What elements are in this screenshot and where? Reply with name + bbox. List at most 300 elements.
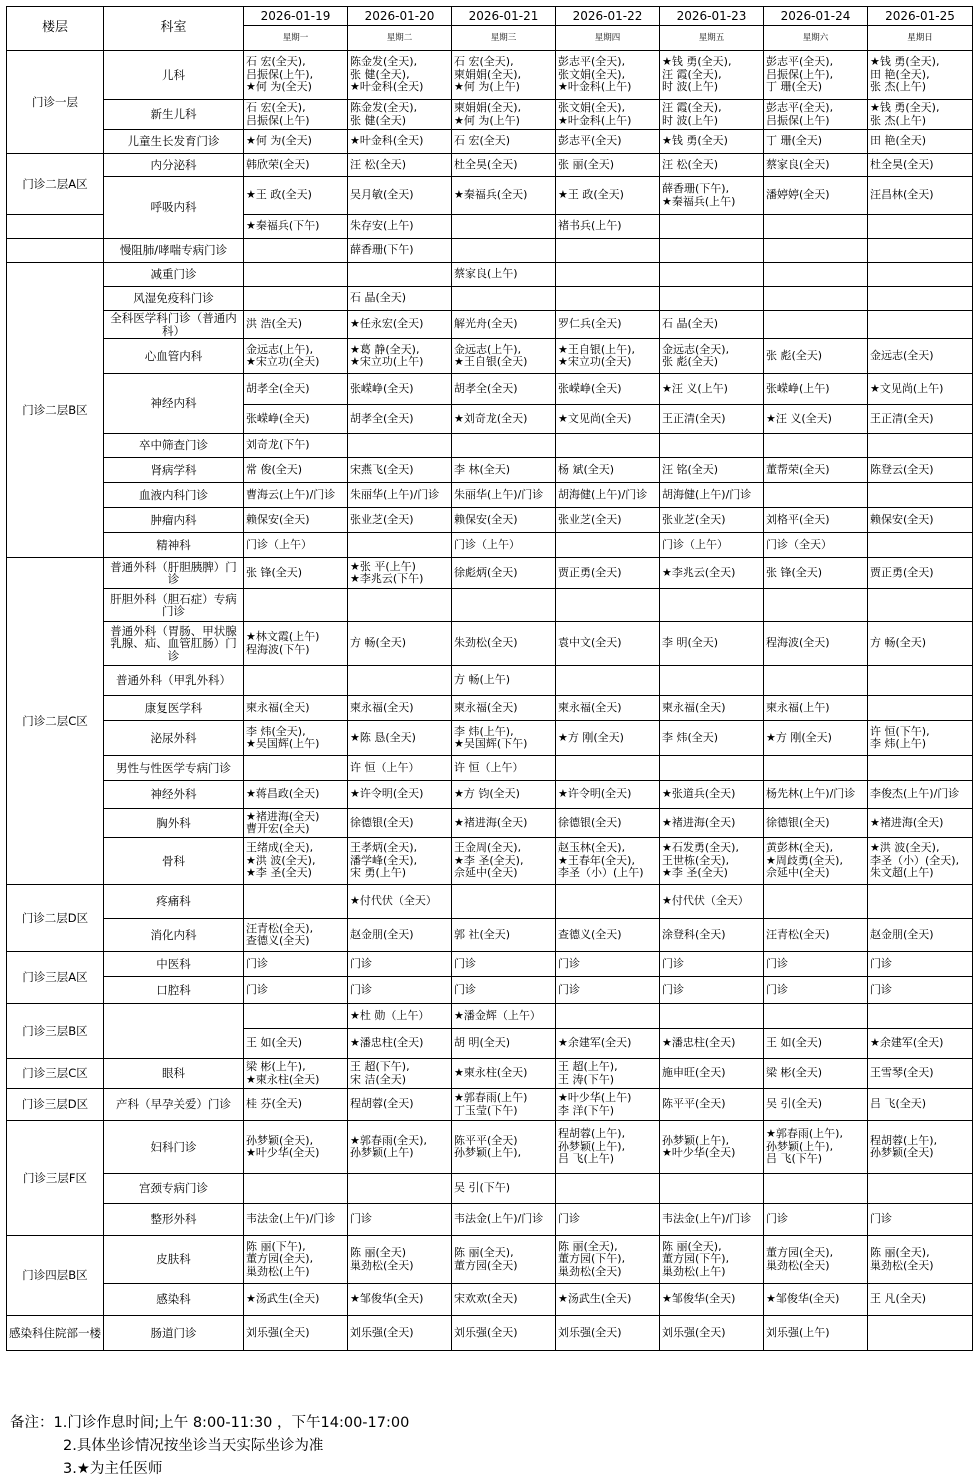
schedule-cell: 王 如(全天) [244, 1029, 348, 1059]
schedule-cell: 郭 社(全天) [452, 919, 556, 952]
department-cell: 骨科 [104, 838, 244, 885]
schedule-cell: 刘乐强(全天) [660, 1316, 764, 1351]
schedule-cell [556, 1174, 660, 1204]
schedule-cell: 门诊 [556, 1204, 660, 1236]
schedule-cell: 韩欣荣(全天) [244, 154, 348, 177]
table-row [7, 311, 973, 339]
department-cell: 普通外科（胃肠、甲状腺乳腺、疝、血管肛肠）门诊 [104, 622, 244, 666]
schedule-cell: 刘乐强(全天) [556, 1316, 660, 1351]
schedule-cell: 王正清(全天) [660, 405, 764, 434]
schedule-cell: 门诊 [868, 1204, 973, 1236]
department-cell: 中医科 [104, 952, 244, 977]
schedule-cell: 汪青松(全天), 查德义(全天) [244, 919, 348, 952]
schedule-cell: 张嵘峥(全天) [556, 374, 660, 405]
department-cell: 慢阻肺/哮喘专病门诊 [104, 239, 244, 263]
schedule-cell: 方 畅(全天) [348, 622, 452, 666]
schedule-cell: 贾正勇(全天) [556, 558, 660, 589]
schedule-cell: 许 恒（上午） [452, 756, 556, 781]
table-row [7, 508, 973, 533]
schedule-cell: 门诊 [452, 952, 556, 977]
schedule-cell: 薛香珊(下午) [348, 239, 452, 263]
table-row [7, 1004, 973, 1029]
schedule-cell: ★石发勇(全天), 王世栋(全天), ★李 圣(全天) [660, 838, 764, 885]
schedule-cell: 门诊 [348, 952, 452, 977]
table-row [7, 622, 973, 666]
department-cell: 神经外科 [104, 781, 244, 809]
schedule-cell: 陈 丽(全天), 董方园(下午), 巢劲松(全天) [556, 1236, 660, 1284]
schedule-cell [556, 589, 660, 622]
schedule-cell: 蔡家良(全天) [764, 154, 868, 177]
schedule-cell: 陈 丽(全天), 董方园(全天) [452, 1236, 556, 1284]
schedule-cell: 汪昌林(全天) [868, 177, 973, 215]
department-cell: 卒中筛查门诊 [104, 434, 244, 458]
schedule-cell: 胡 明(全天) [452, 1029, 556, 1059]
schedule-cell [348, 589, 452, 622]
date-header: 2026-01-25 [868, 7, 973, 26]
schedule-cell: 石 宏(全天) [452, 130, 556, 154]
schedule-cell: ★许令明(全天) [556, 781, 660, 809]
schedule-cell: 柬娟娟(全天), ★何 为(上午) [452, 100, 556, 130]
schedule-cell: 彭志平(全天), 吕振保(上午), 丁 珊(全天) [764, 51, 868, 100]
schedule-cell: 贾正勇(全天) [868, 558, 973, 589]
schedule-cell: 徐德银(全天) [764, 809, 868, 838]
schedule-cell: ★郭春雨(全天), 孙梦颖(上午) [348, 1121, 452, 1174]
table-row [7, 177, 973, 215]
schedule-cell: 门诊 [660, 952, 764, 977]
schedule-cell: ★张 平(上午) ★李兆云(下午) [348, 558, 452, 589]
floor-cell [7, 239, 104, 263]
schedule-cell: 王孝炳(全天), 潘学峰(全天), 宋 勇(上午) [348, 838, 452, 885]
schedule-cell: 蔡家良(上午) [452, 263, 556, 287]
schedule-cell [764, 263, 868, 287]
table-row [7, 1121, 973, 1174]
schedule-cell: 张嵘峥(上午) [764, 374, 868, 405]
schedule-cell: 金远志(全天) [868, 339, 973, 374]
table-row [7, 952, 973, 977]
department-cell: 精神科 [104, 533, 244, 558]
schedule-cell [348, 666, 452, 696]
schedule-cell: ★洪 波(全天), 李圣（小）(全天),朱文超(上午) [868, 838, 973, 885]
schedule-cell: 赖保安(全天) [244, 508, 348, 533]
schedule-cell: 陈 丽(下午), 董方园(全天), 巢劲松(上午) [244, 1236, 348, 1284]
schedule-cell: 陈 丽(全天), 巢劲松(全天) [868, 1236, 973, 1284]
schedule-cell: 柬永福(全天) [556, 696, 660, 721]
schedule-cell: 石 宏(全天), 吕振保(上午), ★何 为(全天) [244, 51, 348, 100]
schedule-cell [660, 1174, 764, 1204]
schedule-cell: ★文见尚(全天) [556, 405, 660, 434]
department-cell: 消化内科 [104, 919, 244, 952]
schedule-cell [556, 434, 660, 458]
schedule-cell: ★方 刚(全天) [764, 721, 868, 756]
schedule-cell: 陈 丽(全天) 巢劲松(全天) [348, 1236, 452, 1284]
table-row [7, 721, 973, 756]
schedule-cell [868, 1316, 973, 1351]
floor-cell: 门诊三层D区 [7, 1089, 104, 1121]
schedule-cell [660, 239, 764, 263]
schedule-cell: ★杜 勋（上午） [348, 1004, 452, 1029]
department-cell: 整形外科 [104, 1204, 244, 1236]
schedule-cell: ★邹俊华(全天) [348, 1284, 452, 1316]
schedule-cell: 胡孝全(全天) [244, 374, 348, 405]
schedule-cell [764, 434, 868, 458]
schedule-cell: 彭志平(全天), 张文娟(全天), ★叶金科(上午) [556, 51, 660, 100]
schedule-cell [868, 1004, 973, 1029]
schedule-cell: 门诊（上午） [244, 533, 348, 558]
schedule-cell: 门诊（全天） [764, 533, 868, 558]
schedule-cell: 李 明(全天) [660, 622, 764, 666]
schedule-cell: 石 宏(全天), 吕振保(上午) [244, 100, 348, 130]
schedule-cell: ★褚进海(全天) 曹开宏(全天) [244, 809, 348, 838]
date-header: 2026-01-20 [348, 7, 452, 26]
department-cell [104, 1004, 244, 1059]
schedule-cell: 张嵘峥(全天) [244, 405, 348, 434]
table-row [7, 589, 973, 622]
schedule-cell: 王雪琴(全天) [868, 1059, 973, 1089]
schedule-cell [764, 215, 868, 239]
schedule-cell [244, 239, 348, 263]
schedule-cell: 金远志(上午), ★王自银(全天) [452, 339, 556, 374]
schedule-cell: ★余建军(全天) [556, 1029, 660, 1059]
schedule-cell: 赖保安(全天) [868, 508, 973, 533]
schedule-cell: ★张道兵(全天) [660, 781, 764, 809]
department-cell: 感染科 [104, 1284, 244, 1316]
schedule-cell: 门诊 [244, 952, 348, 977]
table-row [7, 100, 973, 130]
schedule-cell: 门诊（上午） [452, 533, 556, 558]
schedule-cell: ★李兆云(全天) [660, 558, 764, 589]
schedule-cell [660, 287, 764, 311]
schedule-cell: 门诊 [452, 977, 556, 1004]
schedule-cell [868, 533, 973, 558]
schedule-cell: 韦法金(上午)/门诊 [244, 1204, 348, 1236]
schedule-cell: 柬永福(全天) [660, 696, 764, 721]
schedule-cell: 潘婷婷(全天) [764, 177, 868, 215]
schedule-cell: ★秦福兵(全天) [452, 177, 556, 215]
department-cell: 普通外科（肝胆胰脾）门诊 [104, 558, 244, 589]
schedule-cell: ★潘忠柱(全天) [348, 1029, 452, 1059]
schedule-cell: 吴 引(全天) [764, 1089, 868, 1121]
schedule-cell: 梁 彬(上午), ★柬永柱(全天) [244, 1059, 348, 1089]
schedule-cell: 门诊 [556, 952, 660, 977]
table-row [7, 756, 973, 781]
schedule-cell: ★钱 勇(全天) [660, 130, 764, 154]
schedule-cell: ★秦福兵(下午) [244, 215, 348, 239]
schedule-cell: 汪 松(全天) [348, 154, 452, 177]
schedule-cell [868, 666, 973, 696]
schedule-cell: 涂登科(全天) [660, 919, 764, 952]
schedule-cell [556, 533, 660, 558]
schedule-cell: ★叶金科(全天) [348, 130, 452, 154]
schedule-cell: 门诊 [348, 1204, 452, 1236]
schedule-cell: 胡海健(上午)/门诊 [660, 483, 764, 508]
table-row [7, 533, 973, 558]
schedule-cell [452, 215, 556, 239]
schedule-cell: 徐彪炳(全天) [452, 558, 556, 589]
schedule-cell: 许 恒（上午） [348, 756, 452, 781]
schedule-cell: ★汪 义(上午) [660, 374, 764, 405]
floor-cell: 感染科住院部一楼 [7, 1316, 104, 1351]
schedule-cell [244, 666, 348, 696]
department-cell: 神经内科 [104, 374, 244, 434]
schedule-cell: 张业芝(全天) [660, 508, 764, 533]
schedule-cell: ★钱 勇(全天), 张 杰(上午) [868, 100, 973, 130]
floor-cell: 门诊一层 [7, 51, 104, 154]
schedule-cell: 王金周(全天), ★李 圣(全天), 佘延中(全天) [452, 838, 556, 885]
schedule-cell [868, 434, 973, 458]
schedule-cell: 宋燕飞(全天) [348, 458, 452, 483]
schedule-cell [660, 263, 764, 287]
schedule-cell: 门诊 [868, 977, 973, 1004]
weekday-header: 星期四 [556, 26, 660, 51]
schedule-cell: ★褚进海(全天) [452, 809, 556, 838]
schedule-cell [348, 1174, 452, 1204]
schedule-cell: ★汤武生(全天) [556, 1284, 660, 1316]
schedule-cell: ★邹俊华(全天) [764, 1284, 868, 1316]
schedule-cell: ★方 钧(全天) [452, 781, 556, 809]
schedule-cell [348, 533, 452, 558]
schedule-cell: ★邹俊华(全天) [660, 1284, 764, 1316]
schedule-cell [868, 239, 973, 263]
schedule-cell: ★林文霞(上午) 程海波(下午) [244, 622, 348, 666]
schedule-cell: 褚书兵(上午) [556, 215, 660, 239]
table-row [7, 885, 973, 919]
department-cell: 血液内科门诊 [104, 483, 244, 508]
schedule-cell: 董方园(全天), 巢劲松(全天) [764, 1236, 868, 1284]
schedule-cell: 黄彭林(全天), ★周歧勇(全天), 佘延中(全天) [764, 838, 868, 885]
schedule-cell: 常 俊(全天) [244, 458, 348, 483]
schedule-cell: 王 如(全天) [764, 1029, 868, 1059]
schedule-cell: 丁 珊(全天) [764, 130, 868, 154]
schedule-cell: 李 林(全天) [452, 458, 556, 483]
table-row [7, 1174, 973, 1204]
schedule-cell [556, 239, 660, 263]
department-cell: 新生儿科 [104, 100, 244, 130]
department-cell: 呼吸内科 [104, 177, 244, 239]
schedule-cell: 陈登云(全天) [868, 458, 973, 483]
schedule-cell: 张业芝(全天) [348, 508, 452, 533]
schedule-cell: 门诊 [868, 952, 973, 977]
schedule-cell: 门诊 [660, 977, 764, 1004]
floor-header: 楼层 [7, 7, 104, 51]
schedule-cell [452, 287, 556, 311]
table-row [7, 434, 973, 458]
department-cell: 男性与性医学专病门诊 [104, 756, 244, 781]
table-row [7, 1059, 973, 1089]
date-header: 2026-01-23 [660, 7, 764, 26]
schedule-cell [764, 483, 868, 508]
schedule-cell: ★郭春雨(上午) 丁玉莹(下午) [452, 1089, 556, 1121]
schedule-cell: 张 彪(全天) [764, 339, 868, 374]
department-cell: 产科（早孕关爱）门诊 [104, 1089, 244, 1121]
schedule-cell: 徐德银(全天) [556, 809, 660, 838]
schedule-cell: 刘乐强(全天) [244, 1316, 348, 1351]
schedule-cell: 方 畅(上午) [452, 666, 556, 696]
schedule-cell: ★王 政(全天) [556, 177, 660, 215]
weekday-header: 星期一 [244, 26, 348, 51]
schedule-cell [244, 756, 348, 781]
dept-header: 科室 [104, 7, 244, 51]
table-row [7, 1316, 973, 1351]
floor-cell: 门诊三层B区 [7, 1004, 104, 1059]
department-cell: 泌尿外科 [104, 721, 244, 756]
schedule-cell: 李 炜(全天) [660, 721, 764, 756]
schedule-cell: 施申旺(全天) [660, 1059, 764, 1089]
schedule-cell [868, 696, 973, 721]
schedule-cell: 桂 芬(全天) [244, 1089, 348, 1121]
schedule-cell: ★陈 恳(全天) [348, 721, 452, 756]
schedule-cell: ★蒋昌政(全天) [244, 781, 348, 809]
schedule-cell [244, 1004, 348, 1029]
schedule-cell: ★叶少华(上午) 李 洋(下午) [556, 1089, 660, 1121]
schedule-cell [868, 287, 973, 311]
schedule-cell [452, 239, 556, 263]
department-cell: 全科医学科门诊（普通内科） [104, 311, 244, 339]
floor-cell: 门诊二层A区 [7, 154, 104, 215]
schedule-cell: ★郭春雨(上午), 孙梦颖(上午), 吕 飞(下午) [764, 1121, 868, 1174]
floor-cell: 门诊三层F区 [7, 1121, 104, 1236]
table-row [7, 239, 973, 263]
table-row [7, 919, 973, 952]
schedule-cell [868, 589, 973, 622]
note-line: 3.★为主任医师 [63, 1461, 163, 1477]
schedule-cell [764, 311, 868, 339]
schedule-cell: 程胡蓉(上午), 孙梦颖(全天) [868, 1121, 973, 1174]
schedule-cell: 李 炜(上午), ★吴国辉(下午) [452, 721, 556, 756]
schedule-cell: ★潘金辉（上午） [452, 1004, 556, 1029]
table-row [7, 781, 973, 809]
schedule-cell: 彭志平(全天), 吕振保(上午) [764, 100, 868, 130]
schedule-cell: 石 宏(全天), 柬娟娟(全天), ★何 为(上午) [452, 51, 556, 100]
schedule-cell: 门诊 [764, 1204, 868, 1236]
date-header: 2026-01-24 [764, 7, 868, 26]
schedule-cell: 柬永福(上午) [764, 696, 868, 721]
schedule-cell: 洪 浩(全天) [244, 311, 348, 339]
schedule-cell: 张文娟(全天), ★叶金科(上午) [556, 100, 660, 130]
schedule-cell: 金远志(全天), 张 彪(全天) [660, 339, 764, 374]
schedule-cell: ★汤武生(全天) [244, 1284, 348, 1316]
schedule-cell: 李 炜(全天), ★吴国辉(上午) [244, 721, 348, 756]
schedule-cell: 韦法金(上午)/门诊 [452, 1204, 556, 1236]
schedule-cell: 胡孝全(全天) [348, 405, 452, 434]
note-line: 2.具体坐诊情况按坐诊当天实际坐诊为准 [63, 1438, 324, 1454]
schedule-cell: 柬永福(全天) [452, 696, 556, 721]
schedule-cell: 陈 丽(全天), 董方园(下午), 巢劲松(上午) [660, 1236, 764, 1284]
department-cell: 普通外科（甲乳外科） [104, 666, 244, 696]
schedule-cell: 金远志(上午), ★宋立功(全天) [244, 339, 348, 374]
schedule-cell: 朱丽华(上午)/门诊 [348, 483, 452, 508]
floor-cell [7, 215, 104, 239]
table-row [7, 51, 973, 100]
schedule-cell: 韦法金(上午)/门诊 [660, 1204, 764, 1236]
schedule-cell [556, 756, 660, 781]
schedule-cell: 杨先林(上午)/门诊 [764, 781, 868, 809]
schedule-cell: 陈金发(全天), 张 健(全天) [348, 100, 452, 130]
department-cell: 康复医学科 [104, 696, 244, 721]
schedule-cell [452, 589, 556, 622]
schedule-cell [764, 756, 868, 781]
weekday-header: 星期六 [764, 26, 868, 51]
schedule-cell [764, 239, 868, 263]
schedule-cell: 杜全昊(全天) [452, 154, 556, 177]
schedule-cell: 刘乐强(全天) [348, 1316, 452, 1351]
department-cell: 内分泌科 [104, 154, 244, 177]
floor-cell: 门诊二层D区 [7, 885, 104, 952]
table-row [7, 483, 973, 508]
schedule-cell: 吕 飞(全天) [868, 1089, 973, 1121]
floor-cell: 门诊二层B区 [7, 263, 104, 558]
schedule-cell: ★王自银(上午), ★宋立功(全天) [556, 339, 660, 374]
table-row [7, 154, 973, 177]
schedule-cell [660, 434, 764, 458]
schedule-cell [764, 589, 868, 622]
schedule-cell [660, 756, 764, 781]
schedule-cell [452, 434, 556, 458]
schedule-cell [764, 885, 868, 919]
schedule-cell: 梁 彬(全天) [764, 1059, 868, 1089]
schedule-cell: ★褚进海(全天) [868, 809, 973, 838]
schedule-cell: ★任永宏(全天) [348, 311, 452, 339]
schedule-cell: ★潘忠柱(全天) [660, 1029, 764, 1059]
schedule-cell: 董帮荣(全天) [764, 458, 868, 483]
schedule-cell [244, 287, 348, 311]
schedule-cell: 胡孝全(全天) [452, 374, 556, 405]
schedule-cell: ★何 为(全天) [244, 130, 348, 154]
schedule-cell: 薛香珊(下午), ★秦福兵(上午) [660, 177, 764, 215]
table-row [7, 809, 973, 838]
schedule-cell: 陈平平(全天) [660, 1089, 764, 1121]
schedule-cell [556, 263, 660, 287]
schedule-cell: ★许令明(全天) [348, 781, 452, 809]
schedule-cell: 门诊 [764, 977, 868, 1004]
weekday-header: 星期三 [452, 26, 556, 51]
schedule-cell: 李俊杰(上午)/门诊 [868, 781, 973, 809]
department-cell: 心血管内科 [104, 339, 244, 374]
schedule-cell: 程胡蓉(上午), 孙梦颖(上午), 吕 飞(上午) [556, 1121, 660, 1174]
schedule-cell: 汪 霞(全天), 时 波(上午) [660, 100, 764, 130]
schedule-cell: ★王 政(全天) [244, 177, 348, 215]
schedule-cell: ★钱 勇(全天), 汪 霞(全天), 时 波(上午) [660, 51, 764, 100]
schedule-cell: 陈金发(全天), 张 健(全天), ★叶金科(全天) [348, 51, 452, 100]
notes [10, 1412, 409, 1481]
schedule-cell [556, 287, 660, 311]
department-cell: 口腔科 [104, 977, 244, 1004]
table-row [7, 1284, 973, 1316]
schedule-cell [348, 434, 452, 458]
weekday-header: 星期五 [660, 26, 764, 51]
floor-cell: 门诊四层B区 [7, 1236, 104, 1316]
department-cell: 眼科 [104, 1059, 244, 1089]
table-row [7, 977, 973, 1004]
schedule-cell [868, 263, 973, 287]
note-line: 备注：1.门诊作息时间;上午 8:00-11:30 ，下午14:00-17:00 [10, 1415, 410, 1431]
schedule-cell: ★褚进海(全天) [660, 809, 764, 838]
schedule-cell: 张 锋(全天) [764, 558, 868, 589]
schedule-cell: 赵金朋(全天) [348, 919, 452, 952]
schedule-cell: 徐德银(全天) [348, 809, 452, 838]
department-cell: 儿童生长发育门诊 [104, 130, 244, 154]
floor-cell: 门诊三层C区 [7, 1059, 104, 1089]
schedule-cell [868, 756, 973, 781]
schedule-cell: 朱丽华(上午)/门诊 [452, 483, 556, 508]
date-header: 2026-01-22 [556, 7, 660, 26]
schedule-cell: 罗仁兵(全天) [556, 311, 660, 339]
department-cell: 减重门诊 [104, 263, 244, 287]
schedule-cell: ★刘奇龙(全天) [452, 405, 556, 434]
department-cell: 妇科门诊 [104, 1121, 244, 1174]
schedule-cell [556, 1004, 660, 1029]
department-cell: 肿瘤内科 [104, 508, 244, 533]
schedule-cell: 袁中文(全天) [556, 622, 660, 666]
